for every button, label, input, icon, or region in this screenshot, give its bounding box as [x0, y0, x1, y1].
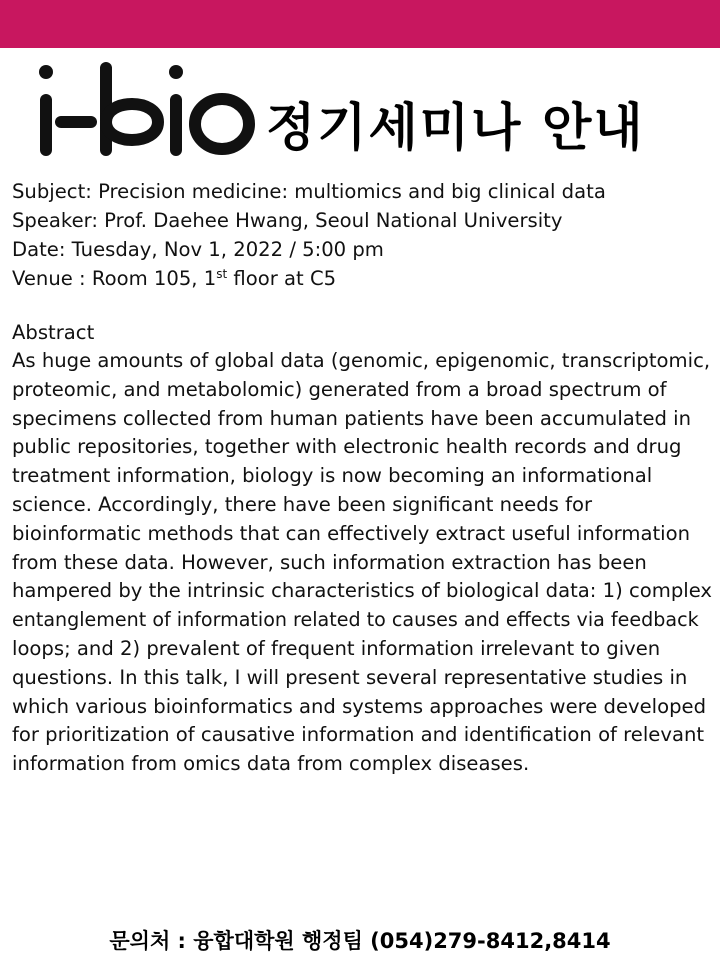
venue-superscript: st [216, 267, 228, 281]
subject-line: Subject: Precision medicine: multiomics and big clinical data [12, 180, 606, 203]
abstract-line: for prioritization of causative information and identification of relevant [12, 723, 705, 747]
abstract-line: treatment information, biology is now becoming an informational [12, 464, 653, 488]
abstract-line: science. Accordingly, there have been significant needs for [12, 492, 593, 516]
abstract-line: loops; and 2) prevalent of frequent information irrelevant to given [12, 636, 661, 660]
seminar-heading: 정기세미나 안내 [266, 99, 645, 158]
abstract-line: As huge amounts of global data (genomic, epigenomic, transcriptomic, [12, 349, 711, 372]
speaker-line: Speaker: Prof. Daehee Hwang, Seoul National University [12, 209, 563, 232]
abstract-line: hampered by the intrinsic characteristics of biological data: 1) complex [12, 579, 713, 603]
date-line: Date: Tuesday, Nov 1, 2022 / 5:00 pm [12, 238, 384, 261]
abstract-line: entanglement of information related to causes and effects via feedback [12, 608, 699, 632]
abstract-line: proteomic, and metabolomic) generated from a broad spectrum of [12, 377, 667, 401]
contact-info: 문의처 : 융합대학원 행정팀 (054)279-8412,8414 [109, 929, 611, 953]
abstract-heading: Abstract [12, 321, 95, 344]
abstract-body [12, 347, 712, 779]
venue-line [12, 264, 712, 293]
seminar-info [12, 177, 712, 293]
abstract-line: bioinformatic methods that can effectively extract useful information [12, 521, 691, 545]
i-bio-logo [34, 58, 260, 158]
abstract-line: public repositories, together with electronic health records and drug [12, 435, 682, 459]
abstract-line: specimens collected from human patients have been accumulated in [12, 406, 692, 430]
top-accent-bar [0, 0, 720, 48]
abstract-line: which various bioinformatics and systems approaches were developed [12, 694, 707, 718]
abstract-line: from these data. However, such information extraction has been [12, 550, 647, 574]
abstract-line: information from omics data from complex diseases. [12, 752, 530, 776]
venue-suffix: floor at C5 [227, 267, 337, 290]
venue-prefix: Venue : Room 105, 1 [12, 267, 217, 290]
abstract-line: questions. In this talk, I will present several representative studies in [12, 665, 688, 689]
